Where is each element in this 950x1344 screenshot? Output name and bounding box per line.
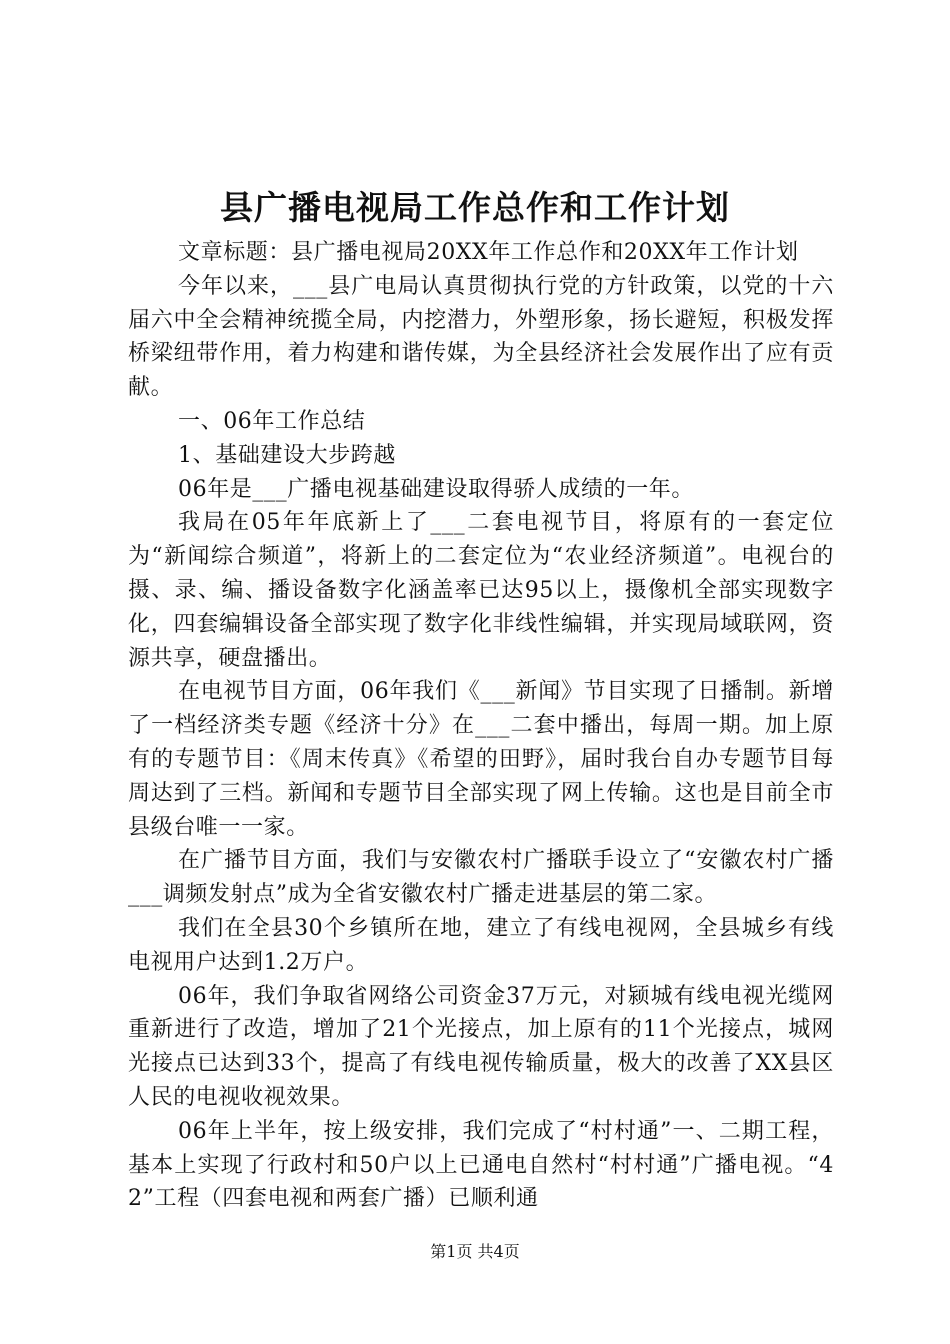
section-heading: 一、06年工作总结	[178, 408, 366, 434]
subsection-heading: 1、基础建设大步跨越	[178, 442, 396, 468]
document-body	[128, 236, 834, 1216]
paragraph: 在电视节目方面，06年我们《___新闻》节目实现了日播制。新增了一档经济类专题《经济十分》在___二套中播出，每周一期。加上原有的专题节目：《周末传真》《希望的田野》，届时我台自办专题节目每周达到了三档。新闻和专题节目全部实现了网上传输。这也是目前全市县级台唯一一家。	[128, 679, 834, 840]
document-title: 县广播电视局工作总作和工作计划	[220, 188, 730, 227]
page-footer: 第1页 共4页	[430, 1242, 520, 1261]
paragraph: 我局在05年年底新上了___二套电视节目，将原有的一套定位为“新闻综合频道”，将新上的二套定位为“农业经济频道”。电视台的摄、录、编、播设备数字化涵盖率已达95以上，摄像机全部实现数字化，四套编辑设备全部实现了数字化非线性编辑，并实现局域联网，资源共享，硬盘播出。	[128, 510, 834, 671]
paragraph: 06年，我们争取省网络公司资金37万元，对颍城有线电视光缆网重新进行了改造，增加了21个光接点，加上原有的11个光接点，城网光接点已达到33个，提高了有线电视传输质量，极大的改善了XX县区人民的电视收视效果。	[128, 983, 834, 1110]
paragraph: 06年上半年，按上级安排，我们完成了“村村通”一、二期工程，基本上实现了行政村和50户以上已通电自然村“村村通”广播电视。“42”工程（四套电视和两套广播）已顺利通	[128, 1118, 834, 1212]
paragraph: 06年是___广播电视基础建设取得骄人成绩的一年。	[178, 476, 694, 502]
paragraph-article-title: 文章标题：县广播电视局20XX年工作总作和20XX年工作计划	[178, 240, 799, 265]
paragraph: 在广播节目方面，我们与安徽农村广播联手设立了“安徽农村广播___调频发射点”成为全省安徽农村广播走进基层的第二家。	[128, 848, 834, 908]
paragraph-intro: 今年以来，___县广电局认真贯彻执行党的方针政策，以党的十六届六中全会精神统揽全局，内挖潜力，外塑形象，扬长避短，积极发挥桥梁纽带作用，着力构建和谐传媒，为全县经济社会发展作出了应有贡献。	[128, 273, 834, 401]
paragraph: 我们在全县30个乡镇所在地，建立了有线电视网，全县城乡有线电视用户达到1.2万户。	[128, 915, 834, 975]
